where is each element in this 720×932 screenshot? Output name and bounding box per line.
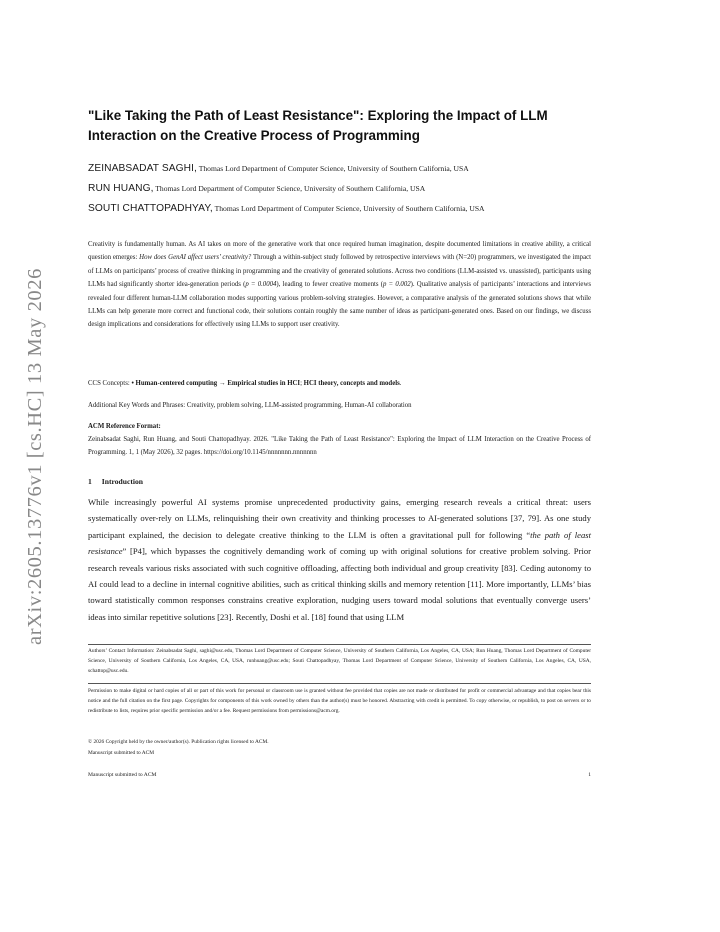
page-footer <box>88 772 591 778</box>
footer-manuscript-note: Manuscript submitted to ACM <box>88 772 157 778</box>
author-entry <box>88 159 591 179</box>
author-entry <box>88 199 591 219</box>
permission-footnote: Permission to make digital or hard copies of all or part of this work for personal or classroom use is granted without fee provided that copies are not made or distributed for profit or commercial advantage and that copies bear this notice and the full citation on the first page. Copyrights for components of this work owned by others than the author(s) must be honored. Abstracting with credit is permitted. To copy otherwise, or republish, to post on servers or to redistribute to lists, requires prior specific permission and/or a fee. Request permissions from permissions@acm.org. <box>88 688 591 715</box>
author-entry <box>88 179 591 199</box>
author-name: ZEINABSADAT SAGHI, <box>88 163 197 174</box>
footnote-rule <box>88 683 591 684</box>
ccs-end: . <box>399 380 402 387</box>
abstract-p-value: p = 0.002 <box>382 281 411 289</box>
acm-reference <box>88 420 591 460</box>
ccs-bullet: • <box>131 380 136 387</box>
ccs-label: CCS Concepts: <box>88 380 132 387</box>
abstract-text: ). Qualitative analysis of participants’ interactions and interviews revealed four different human-LLM collaboration modes supporting various problem-solving strategies. However, a comparative analysis of the generated solutions shows that while LLMs can help generate more correct and functional code, their solutions contain roughly the same number of ideas as participant-generated ones. Based on our findings, we discuss design implications and considerations for effectively using LLMs to support user creativity. <box>88 281 591 329</box>
author-affiliation: Thomas Lord Department of Computer Science, University of Southern California, USA <box>196 164 469 173</box>
abstract-text: Through a within-subject study followed by retrospective interviews with (N=20) programmers, we investigated the impact of LLMs on participants’ process of creative thinking in programming and the creativity of generated solutions. Across two conditions (LLM-assisted vs. unassisted), participants using LLMs had significantly shorter idea-generation periods ( <box>88 254 591 289</box>
intro-text: While increasingly powerful AI systems promise unprecedented productivity gains, emerging research reveals a critical threat: users systematically over-rely on LLMs, relinquishing their own creativity and thinking processes to AI-generated solutions [37, 79]. As one study participant explained, the decision to delegate creative thinking to the LLM is often a gravitational pull for following “ <box>88 497 591 540</box>
acm-reference-heading: ACM Reference Format: <box>88 423 161 430</box>
author-list <box>88 159 591 219</box>
arxiv-identifier <box>20 258 50 654</box>
abstract-p-value: p = 0.0004 <box>245 281 277 289</box>
ccs-separator: ; <box>300 380 304 387</box>
section-number: 1 <box>88 477 92 486</box>
ccs-concept: Human-centered computing → Empirical studies in HCI <box>135 380 301 387</box>
submission-notice: Manuscript submitted to ACM <box>88 750 155 756</box>
ccs-concepts <box>88 378 591 390</box>
author-name: SOUTI CHATTOPADHYAY, <box>88 203 213 214</box>
footnote-rule <box>88 644 591 645</box>
section-heading <box>88 477 143 486</box>
abstract-text: ), leading to fewer creative moments ( <box>276 281 383 289</box>
abstract-text: Creativity is fundamentally human. As AI takes on more of the generative work that once required human imagination, despite documented limitations in creative ability, a critical question emerges: <box>88 241 591 262</box>
ccs-concept: HCI theory, concepts and models <box>303 380 400 387</box>
abstract <box>88 238 591 332</box>
author-affiliation: Thomas Lord Department of Computer Science, University of Southern California, USA <box>153 184 426 193</box>
copyright-notice: © 2026 Copyright held by the owner/author(s). Publication rights licensed to ACM. <box>88 739 269 745</box>
intro-text: ” [P4], which bypasses the cognitively demanding work of coming up with original solutions for creative problem solving. Prior research reveals various risks associated with such cognitive offloading, affecting both individual and group creativity [83]. Ceding autonomy to AI could lead to a decline in internal cognitive abilities, such as critical thinking skills and memory retention [11]. More importantly, LLMs’ bias toward statistically common responses constrains creative exploration, nudging users toward modal solutions that eventually converge users’ ideas into similar repetitive solutions [23]. Recently, Doshi et al. [18] found that using LLM <box>88 546 591 622</box>
arxiv-identifier-text: arXiv:2605.13776v1 [cs.HC] 13 May 2026 <box>23 267 46 645</box>
section-title: Introduction <box>101 477 144 486</box>
paper-title: "Like Taking the Path of Least Resistance": Exploring the Impact of LLM Interaction on the Creative Process of Programming <box>88 108 548 143</box>
keywords: Additional Key Words and Phrases: Creativity, problem solving, LLM-assisted programming, Human-AI collaboration <box>88 402 412 409</box>
acm-reference-text: Zeinabsadat Saghi, Run Huang, and Souti Chattopadhyay. 2026. "Like Taking the Path of Least Resistance": Exploring the Impact of LLM Interaction on the Creative Process of Programming. 1, 1 (May 2026), 32 pages. https://doi.org/10.1145/nnnnnnn.nnnnnnn <box>88 436 591 457</box>
author-name: RUN HUANG, <box>88 183 154 194</box>
author-affiliation: Thomas Lord Department of Computer Science, University of Southern California, USA <box>212 204 485 213</box>
author-contact-footnote: Authors’ Contact Information: Zeinabsadat Saghi, saghi@usc.edu, Thomas Lord Department of Computer Science, University of Southern California, Los Angeles, CA, USA; Run Huang, Thomas Lord Department of Computer Science, University of Southern California, Los Angeles, CA, USA, runhuang@usc.edu; Souti Chattopadhyay, Thomas Lord Department of Computer Science, University of Southern California, Los Angeles, CA, USA, schattop@usc.edu. <box>88 648 591 675</box>
intro-paragraph <box>88 494 591 625</box>
abstract-question: How does GenAI affect users’ creativity? <box>139 254 252 262</box>
page-number: 1 <box>588 772 591 778</box>
intro-quote: the path of least resistance <box>88 529 591 557</box>
